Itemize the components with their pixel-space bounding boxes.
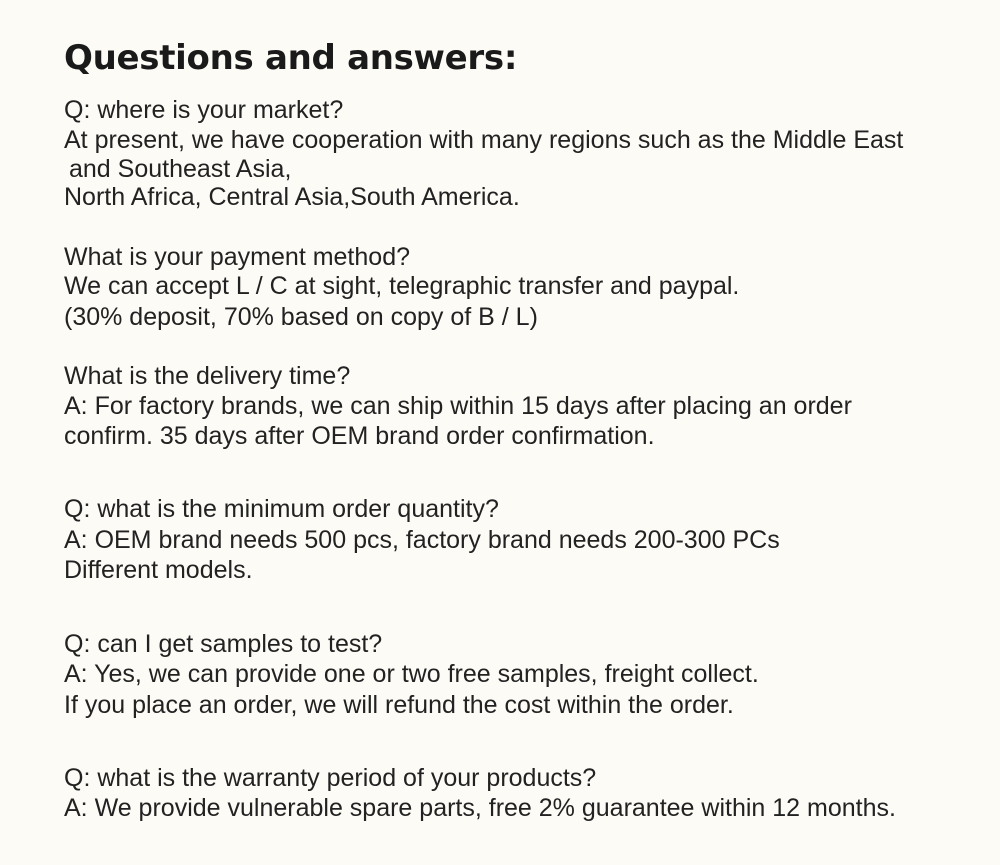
payment-answer-line-1: We can accept L / C at sight, telegraphic transfer and paypal. — [64, 272, 740, 300]
market-answer-line-1: At present, we have cooperation with many regions such as the Middle East — [64, 126, 904, 154]
payment-question: What is your payment method? — [64, 243, 410, 271]
delivery-answer-line-2: confirm. 35 days after OEM brand order confirmation. — [64, 422, 655, 450]
payment-answer-line-2: (30% deposit, 70% based on copy of B / L) — [64, 303, 538, 331]
samples-question: Q: can I get samples to test? — [64, 630, 383, 658]
market-answer-line-3: North Africa, Central Asia,South America. — [64, 183, 520, 211]
moq-answer-line-1: A: OEM brand needs 500 pcs, factory brand needs 200-300 PCs — [64, 526, 780, 554]
page-title: Questions and answers: — [64, 38, 518, 78]
delivery-question: What is the delivery time? — [64, 362, 351, 390]
delivery-answer-line-1: A: For factory brands, we can ship within 15 days after placing an order — [64, 392, 852, 420]
moq-question: Q: what is the minimum order quantity? — [64, 495, 499, 523]
samples-answer-line-2: If you place an order, we will refund the cost within the order. — [64, 691, 734, 719]
warranty-answer-line-1: A: We provide vulnerable spare parts, free 2% guarantee within 12 months. — [64, 794, 896, 822]
market-answer-line-2: and Southeast Asia, — [69, 155, 292, 183]
warranty-question: Q: what is the warranty period of your products? — [64, 764, 597, 792]
moq-answer-line-2: Different models. — [64, 556, 253, 584]
market-question: Q: where is your market? — [64, 96, 344, 124]
samples-answer-line-1: A: Yes, we can provide one or two free samples, freight collect. — [64, 660, 759, 688]
